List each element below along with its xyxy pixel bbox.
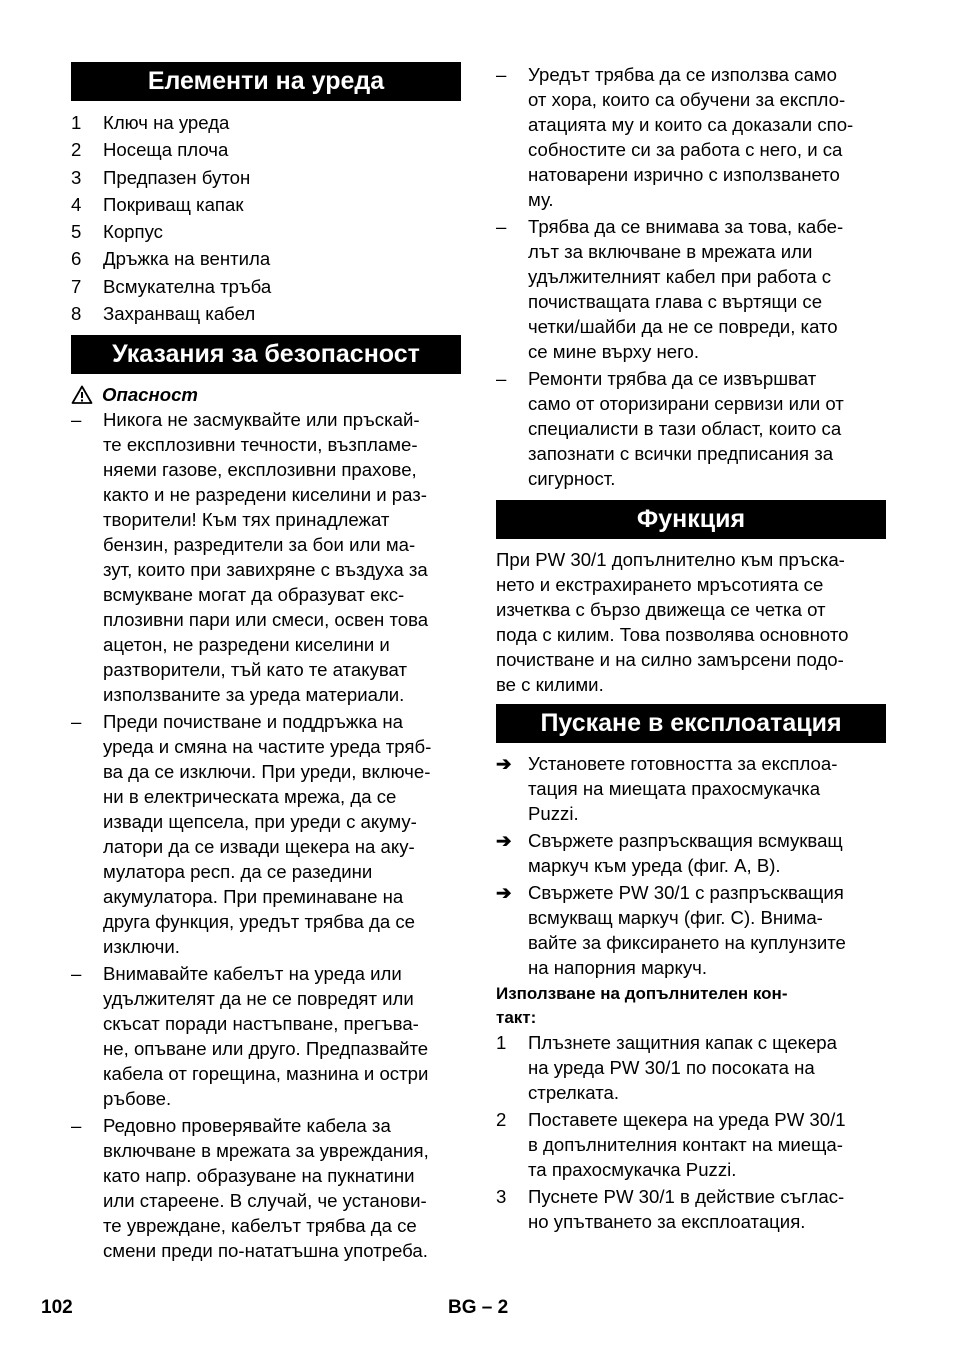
danger-label-text: Опасност <box>102 384 198 406</box>
text-line: собностите си за работа с него, и са <box>528 139 843 160</box>
list-item <box>496 1030 886 1105</box>
item-number: 8 <box>71 303 82 325</box>
text-line: или стареене. В случай, че установи- <box>103 1190 427 1212</box>
function-heading: Функция <box>496 500 886 539</box>
arrow-right-icon: ➔ <box>496 882 512 903</box>
text-line: Трябва да се внимава за това, кабе- <box>528 216 844 237</box>
additional-socket-heading <box>496 982 886 1030</box>
text-line: вайте за фиксирането на куплунзите <box>528 932 846 953</box>
elements-heading: Елементи на уреда <box>71 62 461 101</box>
text-line: запознати с всички предписания за <box>528 443 834 464</box>
text-line: мулатора респ. да се разедини <box>103 861 373 883</box>
text-line: само от оторизирани сервизи или от <box>528 393 844 414</box>
text-line: латори да се извади щекера на аку- <box>103 836 415 858</box>
text-line: те експлозивни течности, възпламе- <box>103 434 418 456</box>
text-line: сигурност. <box>528 468 616 489</box>
text-line: Установете готовността за експлоа- <box>528 753 838 774</box>
parts-list <box>71 109 461 327</box>
text-line: ръбове. <box>103 1088 172 1110</box>
text-line: всмукващ маркуч (фиг. C). Внима- <box>528 907 823 928</box>
text-line: удължителят да не се повредят или <box>103 988 414 1010</box>
text-line: Свържете разпръскващия всмукващ <box>528 830 843 851</box>
text-line: такт: <box>496 1008 537 1027</box>
text-line: Никога не засмуквайте или пръскай- <box>103 409 420 431</box>
warning-triangle-icon <box>71 385 93 404</box>
list-item <box>496 751 886 826</box>
safety-heading: Указания за безопасност <box>71 335 461 374</box>
text-line: Преди почистване и поддръжка на <box>103 711 404 733</box>
item-text: Захранващ кабел <box>103 303 256 325</box>
list-item <box>71 164 461 191</box>
text-line: включване в мрежата за увреждания, <box>103 1140 429 1162</box>
arrow-right-icon: ➔ <box>496 830 512 851</box>
text-line: Плъзнете защитния капак с щекера <box>528 1032 837 1053</box>
item-number: 1 <box>71 112 82 133</box>
text-line: разтворители, тъй като те атакуват <box>103 659 407 681</box>
list-item <box>496 366 886 491</box>
text-line: ва да се изключи. При уреди, включе- <box>103 761 431 783</box>
text-line: като напр. образуване на пукнатини <box>103 1165 415 1187</box>
item-text: Покриващ капак <box>103 193 244 215</box>
item-text: Носеща плоча <box>103 139 229 161</box>
text-line: Пуснете PW 30/1 в действие съглас- <box>528 1186 845 1207</box>
list-item <box>496 1184 886 1234</box>
text-line: маркуч към уреда (фиг. A, B). <box>528 855 781 876</box>
text-line: ве с килими. <box>496 674 604 695</box>
item-text <box>103 407 461 707</box>
item-number: 3 <box>496 1186 507 1207</box>
item-text: Всмукателна тръба <box>103 275 272 297</box>
item-text <box>528 1184 886 1234</box>
list-item <box>71 191 461 218</box>
item-text <box>103 961 461 1111</box>
text-line: нето и екстрахирането мръсотията се <box>496 574 824 595</box>
text-line: специалисти в тази област, които са <box>528 418 842 439</box>
text-line: натоварени изрично с използването <box>528 164 840 185</box>
text-line: бензин, разредители за бои или ма- <box>103 534 416 556</box>
item-text <box>528 1030 886 1105</box>
text-line: творители! Към тях принадлежат <box>103 509 390 531</box>
item-number: 3 <box>71 166 82 188</box>
text-line: на уреда PW 30/1 по посоката на <box>528 1057 815 1078</box>
text-line: изключи. <box>103 936 180 958</box>
list-item <box>496 62 886 212</box>
item-number: 4 <box>71 193 82 215</box>
item-text <box>528 880 886 980</box>
item-text: Предпазен бутон <box>103 166 251 188</box>
text-line: почистващата глава с въртящи се <box>528 291 823 312</box>
text-line: Свържете PW 30/1 с разпръскващия <box>528 882 844 903</box>
text-line: не, опъване или друго. Предпазвайте <box>103 1038 429 1060</box>
text-line: Уредът трябва да се използва само <box>528 64 837 85</box>
text-line: тация на миещата прахосмукачка <box>528 778 821 799</box>
item-number: 2 <box>71 139 82 161</box>
list-item <box>71 300 461 327</box>
list-item <box>71 109 461 136</box>
text-line: скъсат поради настъпване, прегъва- <box>103 1013 419 1035</box>
text-line: зут, които при завихряне с въздуха за <box>103 559 428 581</box>
text-line: в допълнителния контакт на миеща- <box>528 1134 843 1155</box>
text-line: четки/шайби да не се повреди, като <box>528 316 838 337</box>
list-item <box>71 709 461 959</box>
text-line: Внимавайте кабелът на уреда или <box>103 963 402 985</box>
text-line: плозивни пари или смеси, освен това <box>103 609 429 631</box>
text-line: ацетон, не разредени киселини и <box>103 634 390 656</box>
text-line: почистване и на силно замърсени подо- <box>496 649 844 670</box>
function-paragraph <box>496 547 886 697</box>
item-text <box>528 751 886 826</box>
text-line: но упътването за експлоатация. <box>528 1211 806 1232</box>
text-line: няеми газове, експлозивни прахове, <box>103 459 417 481</box>
text-line: Puzzi. <box>528 803 579 824</box>
list-item <box>71 218 461 245</box>
startup-heading: Пускане в експлоатация <box>496 704 886 743</box>
danger-label <box>71 382 461 407</box>
text-line: всмукване могат да образуват екс- <box>103 584 405 606</box>
text-line: използваните за уреда материали. <box>103 684 405 706</box>
text-line: му. <box>528 189 554 210</box>
text-line: лът за включване в мрежата или <box>528 241 813 262</box>
text-line: смени преди по-нататъшна употреба. <box>103 1240 428 1262</box>
left-column <box>71 62 461 1265</box>
text-line: изчетква с бързо движеща се четка от <box>496 599 826 620</box>
list-item <box>71 136 461 163</box>
list-item <box>71 1113 461 1263</box>
right-column <box>496 62 886 1236</box>
dash-bullet: – <box>496 64 507 85</box>
dash-bullet: – <box>71 711 82 733</box>
item-number: 2 <box>496 1109 507 1130</box>
item-text: Дръжка на вентила <box>103 248 271 270</box>
item-text <box>528 1107 886 1182</box>
item-text <box>528 62 886 212</box>
text-line: Редовно проверявайте кабела за <box>103 1115 391 1137</box>
text-line: стрелката. <box>528 1082 620 1103</box>
dash-bullet: – <box>71 963 82 985</box>
item-text <box>103 709 461 959</box>
list-item <box>71 407 461 707</box>
list-item <box>496 1107 886 1182</box>
text-line: на напорния маркуч. <box>528 957 707 978</box>
text-line: ни в електрическата мрежа, да се <box>103 786 397 808</box>
dash-bullet: – <box>496 368 507 389</box>
item-text <box>528 366 886 491</box>
text-line: акумулатора. При преминаване на <box>103 886 404 908</box>
dash-bullet: – <box>496 216 507 237</box>
text-line: удължителният кабел при работа с <box>528 266 832 287</box>
list-item <box>71 273 461 300</box>
text-line: пода с килим. Това позволява основното <box>496 624 849 645</box>
item-number: 6 <box>71 248 82 270</box>
text-line: Поставете щекера на уреда PW 30/1 <box>528 1109 846 1130</box>
item-number: 5 <box>71 221 82 243</box>
text-line: кабела от горещина, мазнина и остри <box>103 1063 429 1085</box>
item-text: Корпус <box>103 221 163 243</box>
text-line: друга функция, уредът трябва да се <box>103 911 416 933</box>
text-line: извади щепсела, при уреди с акуму- <box>103 811 417 833</box>
text-line: от хора, които са обучени за експло- <box>528 89 846 110</box>
arrow-right-icon: ➔ <box>496 753 512 774</box>
item-text: Ключ на уреда <box>103 112 230 133</box>
text-line: атацията му и които са доказали спо- <box>528 114 854 135</box>
text-line: уреда и смяна на частите уреда тряб- <box>103 736 432 758</box>
item-text <box>528 828 886 878</box>
list-item <box>496 880 886 980</box>
text-line: При PW 30/1 допълнително към пръска- <box>496 549 845 570</box>
page-number: 102 <box>41 1297 73 1318</box>
item-text <box>528 214 886 364</box>
text-line: Ремонти трябва да се извършват <box>528 368 817 389</box>
list-item <box>71 245 461 272</box>
list-item <box>496 214 886 364</box>
dash-bullet: – <box>71 1115 82 1137</box>
item-number: 7 <box>71 275 82 297</box>
text-line: както и не разредени киселини и раз- <box>103 484 427 506</box>
item-number: 1 <box>496 1032 507 1053</box>
text-line: та прахосмукачка Puzzi. <box>528 1159 737 1180</box>
item-text <box>103 1113 461 1263</box>
text-line: те увреждане, кабелът трябва да се <box>103 1215 417 1237</box>
list-item <box>71 961 461 1111</box>
list-item <box>496 828 886 878</box>
text-line: се мине върху него. <box>528 341 700 362</box>
text-line: Използване на допълнителен кон- <box>496 984 788 1003</box>
language-code: BG – 2 <box>448 1297 509 1318</box>
dash-bullet: – <box>71 409 82 431</box>
